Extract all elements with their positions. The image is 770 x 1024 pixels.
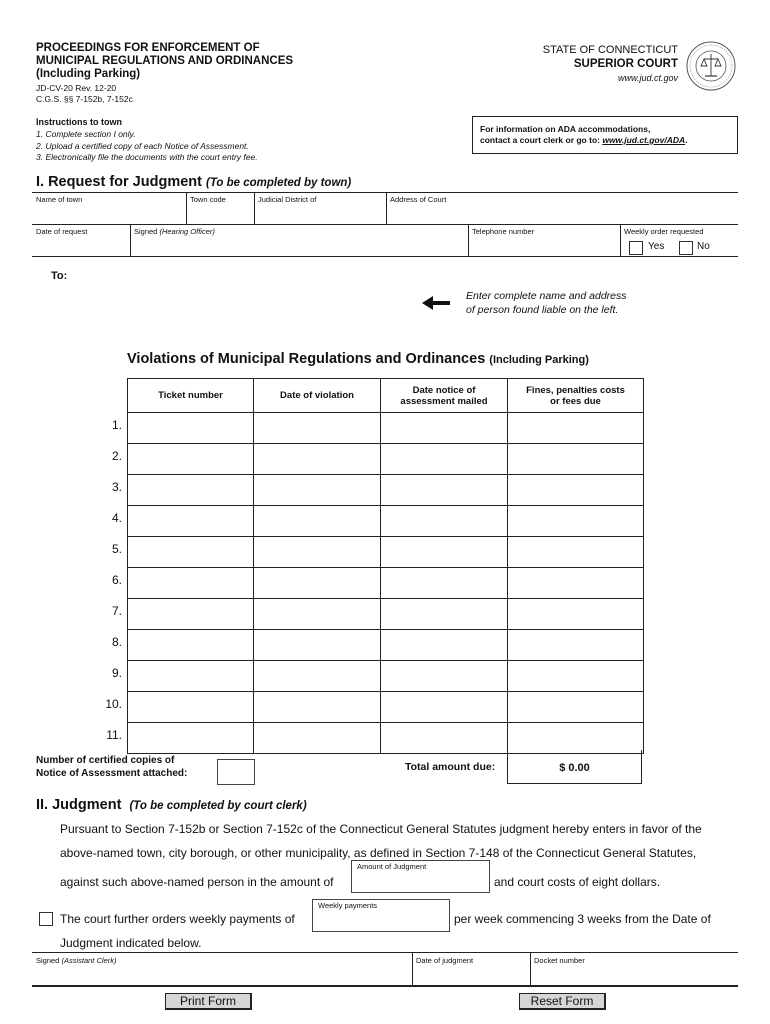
violation-cell-field[interactable]	[381, 413, 508, 444]
docket-number-field[interactable]	[531, 966, 737, 984]
column-header-text: Fines, penalties costs or fees due	[526, 384, 625, 407]
ada-line2	[480, 135, 737, 146]
violation-cell-field[interactable]	[128, 413, 254, 444]
weekly-no-checkbox[interactable]	[679, 241, 693, 255]
violation-cell-field[interactable]	[128, 723, 254, 754]
section2-heading	[36, 797, 307, 813]
row-number: 6.	[111, 573, 122, 587]
judicial-district-field[interactable]	[255, 205, 385, 222]
violation-cell-field[interactable]	[254, 723, 381, 754]
judicial-district-label: Judicial District of	[258, 195, 317, 204]
section1-heading	[36, 174, 351, 190]
form-title-line2: MUNICIPAL REGULATIONS AND ORDINANCES	[36, 55, 294, 67]
column-header	[381, 379, 508, 413]
violation-cell-field[interactable]	[254, 568, 381, 599]
violation-cell-field[interactable]	[508, 568, 644, 599]
violation-cell-field[interactable]	[381, 630, 508, 661]
violation-cell-field[interactable]	[381, 599, 508, 630]
row-number: 11.	[106, 728, 122, 742]
weekly-yes-checkbox[interactable]	[629, 241, 643, 255]
hint-line2: of person found liable on the left.	[466, 304, 619, 316]
violations-heading	[127, 351, 589, 367]
instruction-step: 2. Upload a certified copy of each Notice of Assessment.	[36, 140, 249, 151]
name-of-town-field[interactable]	[33, 205, 185, 222]
violation-cell-field[interactable]	[128, 475, 254, 506]
telephone-label: Telephone number	[472, 227, 535, 236]
court-website: www.jud.ct.gov	[617, 73, 678, 83]
violation-cell-field[interactable]	[381, 475, 508, 506]
form-statutes: C.G.S. §§ 7-152b, 7-152c	[36, 94, 133, 104]
weekly-payments-text: The court further orders weekly payments of	[60, 912, 295, 926]
violation-cell-field[interactable]	[128, 599, 254, 630]
weekly-payments-text-end: per week commencing 3 weeks from the Date of	[454, 912, 711, 926]
violations-title-suffix: (Including Parking)	[489, 354, 589, 366]
table-row	[128, 506, 644, 537]
column-header: Date of violation	[254, 379, 381, 413]
weekly-payments-text-line2: Judgment indicated below.	[60, 936, 202, 950]
copies-label-line2: Notice of Assessment attached:	[36, 768, 188, 779]
judgment-text-line3-end: and court costs of eight dollars.	[494, 875, 661, 889]
judgment-text-line2: above-named town, city borough, or other municipality, as defined in Section 7-148 of the Connecticut General Statutes,	[60, 846, 697, 860]
violation-cell-field[interactable]	[381, 692, 508, 723]
hint-text	[466, 289, 627, 317]
total-label: Total amount due:	[405, 761, 496, 773]
date-of-judgment-label: Date of judgment	[416, 956, 474, 965]
column-header-text: Date notice of assessment mailed	[400, 384, 488, 407]
table-row	[128, 444, 644, 475]
violation-cell-field[interactable]	[508, 475, 644, 506]
row-number: 5.	[111, 542, 122, 556]
violation-cell-field[interactable]	[254, 506, 381, 537]
violation-cell-field[interactable]	[508, 413, 644, 444]
clerk-signed-label	[36, 956, 116, 965]
section2-title: II. Judgment	[36, 797, 122, 813]
signed-label	[134, 227, 215, 236]
table-header-row	[128, 379, 644, 413]
section1-subtitle: (To be completed by town)	[206, 177, 352, 189]
form-id: JD-CV-20 Rev. 12-20	[36, 83, 117, 93]
telephone-field[interactable]	[469, 237, 619, 254]
violation-cell-field[interactable]	[254, 630, 381, 661]
judgment-text-line1: Pursuant to Section 7-152b or Section 7-152c of the Connecticut General Statutes judgment hereby enters in favor of the	[60, 822, 702, 836]
table-row	[128, 692, 644, 723]
date-of-judgment-field[interactable]	[413, 966, 529, 984]
ada-text: contact a court clerk or go to:	[480, 135, 603, 145]
row-number: 2.	[111, 449, 122, 463]
violation-cell-field[interactable]	[254, 599, 381, 630]
row-number: 10.	[105, 697, 122, 711]
weekly-yes-label: Yes	[648, 241, 665, 252]
address-of-court-field[interactable]	[387, 205, 737, 222]
violation-cell-field[interactable]	[381, 506, 508, 537]
weekly-payments-label: Weekly payments	[318, 901, 378, 910]
table-row	[128, 537, 644, 568]
divider	[32, 952, 738, 953]
ada-notice	[472, 116, 738, 154]
form-title	[36, 42, 293, 81]
clerk-signed-field[interactable]	[33, 966, 411, 984]
clerk-signed-text: Signed	[36, 956, 60, 965]
violation-cell-field[interactable]	[128, 630, 254, 661]
person-name-address-field[interactable]	[68, 266, 408, 346]
weekly-payments-checkbox[interactable]	[39, 912, 53, 926]
violations-title: Violations of Municipal Regulations and Ordinances	[127, 351, 486, 367]
table-row	[128, 413, 644, 444]
column-header: Ticket number	[128, 379, 254, 413]
violation-cell-field[interactable]	[381, 661, 508, 692]
state-name: STATE OF CONNECTICUT	[542, 44, 678, 56]
town-code-field[interactable]	[187, 205, 253, 222]
violation-cell-field[interactable]	[128, 568, 254, 599]
section2-subtitle: (To be completed by court clerk)	[129, 800, 307, 812]
copies-label	[36, 754, 187, 780]
copies-label-line1: Number of certified copies of	[36, 755, 175, 766]
amount-of-judgment-label: Amount of Judgment	[357, 862, 427, 871]
form-title-line3: (Including Parking)	[36, 68, 141, 80]
violation-cell-field[interactable]	[254, 692, 381, 723]
docket-number-label: Docket number	[534, 956, 585, 965]
weekly-payments-field[interactable]	[312, 899, 450, 932]
violation-cell-field[interactable]	[254, 537, 381, 568]
total-field[interactable]	[507, 750, 642, 784]
to-label: To:	[51, 270, 68, 282]
violation-cell-field[interactable]	[128, 692, 254, 723]
weekly-no-label: No	[697, 241, 710, 252]
violation-cell-field[interactable]	[508, 661, 644, 692]
copies-count-field[interactable]	[217, 759, 255, 785]
violation-cell-field[interactable]	[254, 413, 381, 444]
signed-role: (Hearing Officer)	[159, 227, 215, 236]
violations-table	[127, 378, 644, 754]
table-row	[128, 661, 644, 692]
left-arrow-icon	[422, 295, 452, 311]
date-of-request-field[interactable]	[33, 237, 129, 254]
section1-title: I. Request for Judgment	[36, 174, 202, 190]
violation-cell-field[interactable]	[508, 537, 644, 568]
violation-cell-field[interactable]	[254, 444, 381, 475]
row-number: 7.	[111, 604, 122, 618]
violation-cell-field[interactable]	[128, 661, 254, 692]
form-title-line1: PROCEEDINGS FOR ENFORCEMENT OF	[36, 42, 260, 54]
instructions-list	[36, 129, 258, 164]
signed-text: Signed	[134, 227, 158, 236]
reset-form-button[interactable]: Reset Form	[519, 993, 606, 1010]
court-name: SUPERIOR COURT	[573, 58, 678, 70]
violation-cell-field[interactable]	[128, 537, 254, 568]
violation-cell-field[interactable]	[254, 475, 381, 506]
table-row	[128, 568, 644, 599]
address-of-court-label: Address of Court	[390, 195, 447, 204]
table-row	[128, 475, 644, 506]
violation-cell-field[interactable]	[254, 661, 381, 692]
row-number: 1.	[111, 418, 122, 432]
amount-of-judgment-field[interactable]	[351, 860, 490, 893]
table-row	[128, 723, 644, 754]
clerk-signed-role: (Assistant Clerk)	[61, 956, 117, 965]
signed-field[interactable]	[131, 237, 467, 254]
name-of-town-label: Name of town	[36, 195, 83, 204]
divider	[620, 224, 621, 256]
weekly-order-label: Weekly order requested	[624, 227, 704, 236]
violation-cell-field[interactable]	[508, 692, 644, 723]
hint-line1: Enter complete name and address	[466, 290, 627, 302]
print-form-button[interactable]: Print Form	[165, 993, 252, 1010]
violation-cell-field[interactable]	[128, 444, 254, 475]
violation-cell-field[interactable]	[128, 506, 254, 537]
column-header	[508, 379, 644, 413]
violation-cell-field[interactable]	[508, 444, 644, 475]
state-seal-icon	[685, 40, 737, 92]
judgment-text-line3: against such above-named person in the amount of	[60, 875, 334, 889]
row-number: 9.	[111, 666, 122, 680]
violation-cell-field[interactable]	[381, 568, 508, 599]
row-number: 4.	[111, 511, 122, 525]
ada-line1: For information on ADA accommodations,	[480, 124, 651, 134]
ada-period: .	[685, 135, 688, 145]
divider	[32, 192, 738, 193]
violation-cell-field[interactable]	[381, 723, 508, 754]
violation-cell-field[interactable]	[381, 537, 508, 568]
instructions-heading: Instructions to town	[36, 117, 122, 127]
violation-cell-field[interactable]	[508, 630, 644, 661]
ada-link[interactable]: www.jud.ct.gov/ADA	[602, 135, 686, 145]
divider	[32, 224, 738, 225]
instruction-step: 1. Complete section I only.	[36, 129, 136, 139]
row-number: 3.	[111, 480, 122, 494]
divider	[32, 256, 738, 257]
row-number: 8.	[111, 635, 122, 649]
town-code-label: Town code	[190, 195, 226, 204]
instruction-step: 3. Electronically file the documents with the court entry fee.	[36, 152, 258, 162]
date-of-request-label: Date of request	[36, 227, 88, 236]
table-row	[128, 599, 644, 630]
violation-cell-field[interactable]	[508, 506, 644, 537]
divider	[32, 985, 738, 987]
violation-cell-field[interactable]	[381, 444, 508, 475]
violation-cell-field[interactable]	[508, 723, 644, 754]
total-value: $ 0.00	[559, 762, 590, 774]
violation-cell-field[interactable]	[508, 599, 644, 630]
table-row	[128, 630, 644, 661]
